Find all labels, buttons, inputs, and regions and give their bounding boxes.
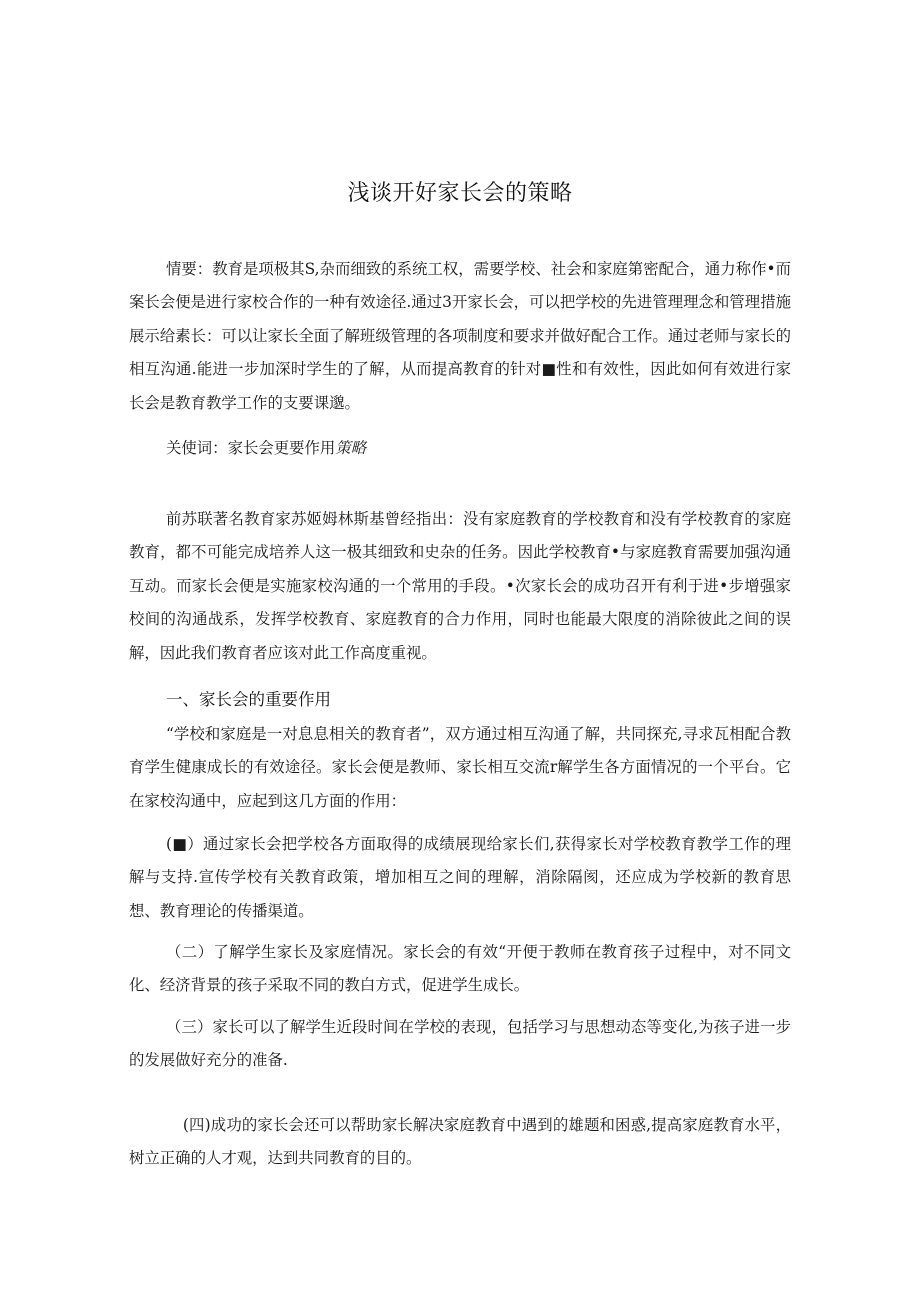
abstract-paragraph: 情要：教育是项极其S,杂而细致的系统工权，需要学校、社会和家庭第密配合，通力称作•而案长会便是进行家校合作的一种有效途径.通过3开家长会，可以把学校的先进管理理念和管理措施展示给素长：可以让家长全面了解班级管理的各项制度和要求并做好配合工作。通过老师与家长的相互沟通.能进一步加深时学生的了解，从而提高教育的针对■性和有效性，因此如何有效进行家长会是教育教学工作的支要课邈。 xyxy=(129,260,791,412)
list-item-1: (■）通过家长会把学校各方面取得的成绩展现给家长们,获得家长对学校教育教学工作的理解与支持.宣传学校有关教育政策，增加相互之间的理解，消除隔阂，还应成为学校新的教育思想、教育理论的传播渠道。 xyxy=(129,835,791,920)
section-heading: 一、家长会的重要作用 xyxy=(166,690,331,709)
keywords-label: 关使词：家长会更要作用 xyxy=(166,439,336,457)
intro-paragraph: 前苏联著名教育家苏姬姆林斯基曾经指出：没有家庭教育的学校教育和没有学校教育的家庭教育，都不可能完成培养人这一极其细致和史杂的任务。因此学校教育•与家庭教育需要加强沟通互动。而家长会便是实施家校沟通的一个常用的手段。•次家长会的成功召开有利于进•步增强家校间的沟通战系，发挥学校教育、家庭教育的合力作用，同时也能最大限度的消除彼此之间的误解，因此我们教育者应该对此工作高度重视。 xyxy=(129,510,791,662)
list-item-4: (四)成功的家长会还可以帮助家长解决家庭教育中遇到的雄题和困惑,提高家庭教育水平，树立正确的人才观，达到共同教育的目的。 xyxy=(129,1116,791,1168)
section-intro-paragraph: “学校和家庭是一对息息相关的教育者”，双方通过相互沟通了解，共同探充,寻求瓦相配合教育学生健康成长的有效途径。家长会便是教师、家长相互交流r解学生各方面情况的一个平台。它在家校沟通中，应起到这几方面的作用： xyxy=(129,725,791,810)
keywords-italic-term: 策略 xyxy=(335,439,367,457)
list-item-2: （二）了解学生家长及家庭情况。家长会的有效“开便于教师在教育孩子过程中，对不同文化、经济背景的孩子采取不同的教白方式，促进学生成长。 xyxy=(129,943,791,995)
keywords-line xyxy=(166,432,366,465)
page-title: 浅谈开好家长会的策略 xyxy=(347,181,573,206)
list-item-3: （三）家长可以了解学生近段时间在学校的表现，包括学习与思想动态等变化,为孩子进一步的发展做好充分的准备. xyxy=(129,1018,791,1070)
